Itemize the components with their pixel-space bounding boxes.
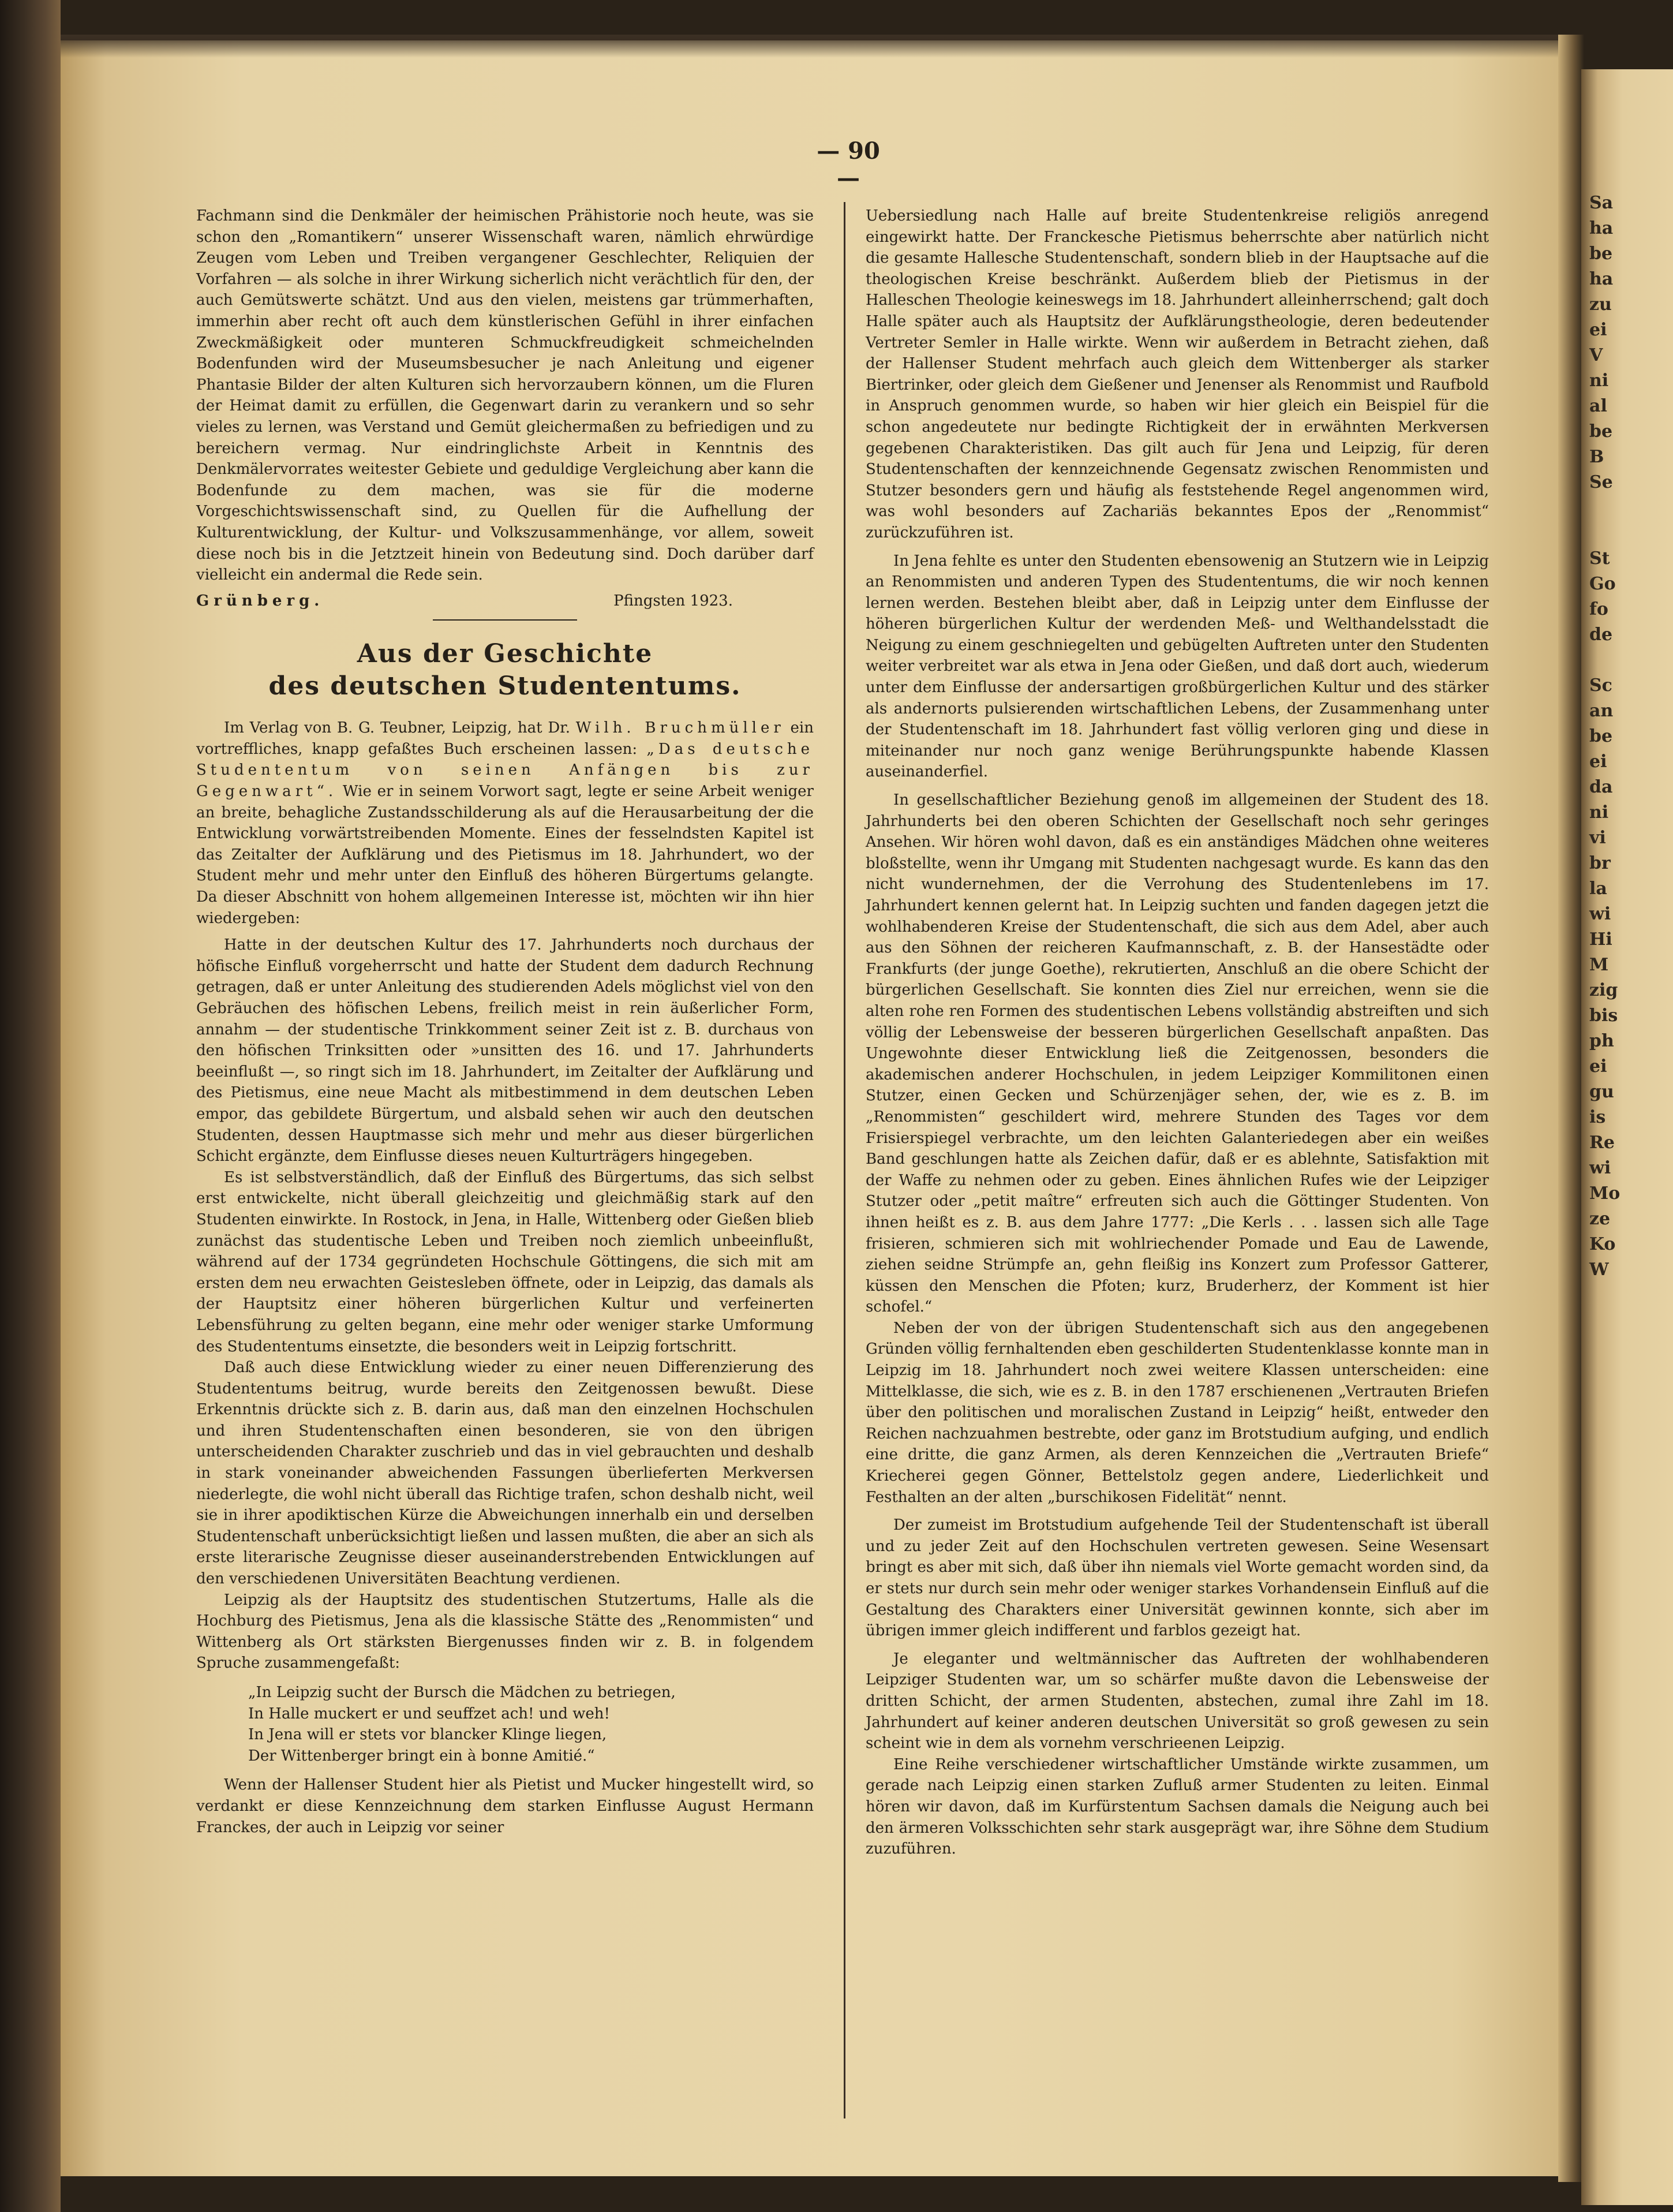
right-paragraph-2: In Jena fehlte es unter den Studenten ebensowenig an Stutzern wie in Leipzig an Renommisten und anderen Typen des Studententums, die wir noch kennen lernen werden. Bestehen bleibt aber, daß in Leipzig unter dem Einflusse der höheren bürgerlichen Kultur der werdenden Meß- und Welthandelsstadt die Neigung zu einem geschniegelten und gebügelten Auftreten unter den Studenten weiter verbreitet war als etwa in Jena oder Gießen, und daß dort auch, wiederum unter dem Einflusse der andersartigen großbürgerlichen Kultur und des stärker als andernorts pulsierenden wirtschaftlichen Lebens, der Zusammenhang unter der Studentenschaft im 18. Jahrhundert fast völlig verloren ging und diese in miteinander nur noch ganz wenige Berührungspunkte habende Klassen auseinanderfiel.	[866, 552, 1489, 781]
article-paragraph-1: Hatte in der deutschen Kultur des 17. Jahrhunderts noch durchaus der höfische Einfluß vorgeherrscht und hatte der Student dem dadurch Rechnung getragen, daß er unter Anleitung des studierenden Adels möglichst viel von den Gebräuchen des höfischen Lebens, freilich meist in rein äußerlicher Form, annahm — der studentische Trinkkomment seiner Zeit ist z. B. durchaus von den höfischen Trinksitten oder »unsitten des 16. und 17. Jahrhunderts beeinflußt —, so ringt sich im 18. Jahrhundert, im Zeitalter der Aufklärung und des Pietismus, eine neue Macht als mitbestimmend in dem deutschen Leben empor, das gebildete Bürgertum, und alsbald sehen wir auch den deutschen Studenten, dessen Hauptmasse sich mehr und mehr aus dieser bürgerlichen Schicht ergänzte, dem Einflusse dieses neuen Kulturträgers hingegeben.	[196, 936, 814, 1165]
section-rule	[433, 619, 577, 621]
verse-line-3: In Jena will er stets vor blancker Klinge liegen,	[248, 1726, 607, 1744]
page-gutter-edge	[1558, 35, 1584, 2182]
page-number: — 90 —	[817, 137, 880, 192]
right-column	[866, 205, 1489, 1860]
verse-line-2: In Halle muckert er und seuffzet ach! und weh!	[248, 1705, 610, 1722]
article-title-line-2: des deutschen Studententums.	[268, 671, 742, 701]
lead-book-title: „Das deutsche Studententum von seinen Anfängen bis zur Gegenwart“.	[196, 740, 814, 801]
adjacent-page	[1581, 69, 1673, 2205]
top-shadow	[61, 35, 1573, 58]
article-paragraph-3: Daß auch diese Entwicklung wieder zu einer neuen Differenzierung des Studententums beitrug, wurde bereits den Zeitgenossen bewußt. Diese Erkenntnis drückte sich z. B. darin aus, daß man den einzelnen Hochschulen und ihren Studentenschaften einen besonderen, sie von den übrigen unterscheidenden Charakter zuschrieb und das in viel gebrauchten und deshalb in stark voneinander abweichenden Fassungen überlieferten Merkversen niederlegte, die wohl nicht überall das Richtige trafen, schon deshalb nicht, weil sie in ihrer apodiktischen Kürze die Abweichungen innerhalb ein und derselben Studentenschaft unberücksichtigt ließen und lassen mußten, die aber an sich als erste literarische Zeugnisse dieser auseinanderstrebenden Entwicklungen auf den verschiedenen Universitäten Beachtung verdienen.	[196, 1359, 814, 1588]
lead-part-3: Wie er in seinem Vorwort sagt, legte er seine Arbeit weniger an breite, behagliche Zustandsschilderung als auf die Herausarbeitung der die Entwicklung vorwärtstreibenden Momente. Eines der fesselndsten Kapitel ist das Zeitalter der Aufklärung und des Pietismus im 18. Jahrhundert, wo der Student mehr und mehr unter den Einfluß des höheren Bürgertums gelangte. Da dieser Abschnitt von hohem allgemeinen Interesse ist, möchten wir ihn hier wiedergeben:	[196, 783, 814, 927]
right-paragraph-6: Je eleganter und weltmännischer das Auftreten der wohlhabenderen Leipziger Studenten war, um so schärfer mußte davon die Lebensweise der dritten Schicht, der armen Studenten, abstechen, zumal ihre Zahl im 18. Jahrhundert auf keiner anderen deutschen Universität so groß gewesen zu sein scheint wie in dem als vornehm verschrieenen Leipzig.	[866, 1650, 1489, 1753]
article-paragraph-5: Wenn der Hallenser Student hier als Pietist und Mucker hingestellt wird, so verdankt er diese Kennzeichnung dem starken Einflusse August Hermann Franckes, der auch in Leipzig vor seiner	[196, 1776, 814, 1836]
book-binding	[0, 0, 61, 2212]
signature-row	[196, 591, 814, 612]
left-column	[196, 205, 814, 1838]
lead-part-1: Im Verlag von B. G. Teubner, Leipzig, hat Dr.	[224, 719, 570, 737]
article-paragraph-4: Leipzig als der Hauptsitz des studentischen Stutzertums, Halle als die Hochburg des Pietismus, Jena als die klassische Stätte des „Renommisten“ und Wittenberg als Ort stärksten Biergenusses finden wir z. B. in folgendem Spruche zusammengefaßt:	[196, 1591, 814, 1672]
intro-paragraph: Fachmann sind die Denkmäler der heimischen Prähistorie noch heute, was sie schon den „Romantikern“ unserer Wissenschaft waren, nämlich ehrwürdige Zeugen vom Leben und Treiben vergangener Geschlechter, Reliquien der Vorfahren — als solche in ihrer Wirkung sicherlich nicht verächtlich für den, der auch Gemütswerte schätzt. Und aus den vielen, meistens gar trümmerhaften, immerhin aber recht oft auch dem künstlerischen Gefühl in ihrer einfachen Zweckmäßigkeit oder munteren Schmuckfreudigkeit schmeichelnden Bodenfunden wird der Museumsbesucher je nach Anleitung und eigener Phantasie Bilder der alten Kulturen sich hervorzaubern können, um die Fluren der Heimat damit zu erfüllen, die Gegenwart darin zu verankern und so sehr vieles zu lernen, was Verstand und Gemüt gleichermaßen zu befriedigen und zu bereichern vermag. Nur eindringlichste Arbeit in Kenntnis des Denkmälervorrates weitester Gebiete und geduldige Vergleichung aber kann die Bodenfunde zu dem machen, was sie für die moderne Vorgeschichtswissenschaft sind, zu Quellen für die Aufhellung der Kulturentwicklung, der Kultur- und Volkszusammenhänge, vor allem, soweit diese noch bis in die Jetztzeit hinein von Bedeutung sind. Doch darüber darf vielleicht ein andermal die Rede sein.	[196, 207, 814, 584]
signature-place: Grünberg.	[196, 592, 324, 610]
lead-paragraph	[196, 718, 814, 929]
signature-date: Pfingsten 1923.	[613, 592, 733, 610]
right-paragraph-3: In gesellschaftlicher Beziehung genoß im allgemeinen der Student des 18. Jahrhunderts bei den oberen Schichten der Gesellschaft noch sehr geringes Ansehen. Wir hören wohl davon, daß es ein anständiges Mädchen ohne weiteres bloßstellte, wenn ihr Umgang mit Studenten nachgesagt wurde. Es kann das den nicht wundernehmen, der die Verrohung des Studentenlebens im 17. Jahrhundert kennen gelernt hat. In Leipzig suchten und fanden dagegen jetzt die wohlhabenderen Kreise der Studentenschaft, die sich aus dem Adel, aber auch aus den Söhnen der reicheren Kaufmannschaft, z. B. der Hansestädte oder Frankfurts (der junge Goethe), rekrutierten, Anschluß an die obere Schicht der bürgerlichen Gesellschaft. Sie konnten dies Ziel nur erreichen, wenn sie die alten rohe ren Formen des studentischen Lebens vollständig abstreiften und sich völlig der Lebensweise der besseren bürgerlichen Gesellschaft anpaßten. Das Ungewohnte dieser Entwicklung ließ die Zeitgenossen, besonders die akademischen anderer Hochschulen, in jedem Leipziger Kommilitonen einen Stutzer, einen Gecken und Schürzenjäger sehen, der, wie es z. B. im „Renommisten“ geschildert wird, mehrere Stunden des Tages vor dem Frisierspiegel verbrachte, um den leichten Galanteriedegen aber ein weißes Band geschlungen hatte als Zeichen dafür, daß er es ablehnte, Satisfaktion mit der Waffe zu nehmen oder zu geben. Eines ähnlichen Rufes wie der Leipziger Stutzer oder „petit maître“ erfreuten sich auch die Göttinger Studenten. Von ihnen heißt es z. B. aus dem Jahre 1777: „Die Kerls . . . lassen sich alle Tage frisieren, schmieren sich mit wohlriechender Pomade und Eau de Lawende, ziehen seidne Strümpfe an, gehn fleißig ins Konzert zum Professor Gatterer, küssen den Menschen die Pfoten; kurz, Bruderherz, der Komment ist hier schofel.“	[866, 791, 1489, 1316]
verse-quote	[248, 1682, 814, 1766]
right-paragraph-1: Uebersiedlung nach Halle auf breite Studentenkreise religiös anregend eingewirkt hatte. Der Franckesche Pietismus beherrschte aber natürlich nicht die gesamte Hallesche Studentenschaft, sondern blieb in der Hauptsache auf die theologischen Kreise beschränkt. Außerdem blieb der Pietismus in der Halleschen Theologie keineswegs im 18. Jahrhundert alleinherrschend; galt doch Halle später auch als Hauptsitz der Aufklärungstheologie, deren bedeutender Vertreter Semler in Halle wirkte. Wenn wir außerdem in Betracht ziehen, daß der Hallenser Student mehrfach auch gleich dem Wittenberger als starker Biertrinker, oder gleich dem Gießener und Jenenser als Renommist und Raufbold in Anspruch genommen wurde, so haben wir hier gleich ein Beispiel für die schon angedeutete nur bedingte Richtigkeit der in erwähnten Merkversen gegebenen Charakteristiken. Das gilt auch für Jena und Leipzig, für deren Studentenschaften der kennzeichnende Gegensatz zwischen Renommisten und Stutzer besonders gern und häufig als feststehende Regel angenommen wird, was wohl besonders auf Zachariäs bekanntes Epos der „Renommist“ zurückzuführen ist.	[866, 207, 1489, 541]
column-divider	[844, 202, 845, 2118]
lead-author: Wilh. Bruchmüller	[575, 719, 785, 737]
lead-part-2: ein vortreffliches, knapp gefaßtes Buch erscheinen lassen:	[196, 719, 814, 758]
article-title-line-1: Aus der Geschichte	[357, 639, 653, 669]
adjacent-page-fragments: Sa ha be ha zu ei V ni al be B Se St Go fo de Sc an be ei da ni vi br la wi Hi M zig bis ph ei gu is Re wi Mo ze Ko W	[1589, 193, 1620, 1280]
verse-line-1: „In Leipzig sucht der Bursch die Mädchen zu betriegen,	[248, 1684, 676, 1701]
verse-line-4: Der Wittenberger bringt ein à bonne Amitié.“	[248, 1747, 595, 1765]
article-paragraph-2: Es ist selbstverständlich, daß der Einfluß des Bürgertums, das sich selbst erst entwickelte, nicht überall gleichzeitig und gleichmäßig stark auf den Studenten einwirkte. In Rostock, in Jena, in Halle, Wittenberg oder Gießen blieb zunächst das studentische Leben und Treiben noch ziemlich unbeeinflußt, während auf der 1734 gegründeten Hochschule Göttingens, die sich mit am ersten dem neu erwachten Geistesleben öffnete, oder in Leipzig, das damals als der Hauptsitz einer höheren bürgerlichen Kultur und verfeinerten Lebensführung zu gelten begann, eine mehr oder weniger starke Umformung des Studententums einsetzte, die besonders weit in Leipzig fortschritt.	[196, 1168, 814, 1355]
right-paragraph-5: Der zumeist im Brotstudium aufgehende Teil der Studentenschaft ist überall und zu jeder Zeit auf den Hochschulen vertreten gewesen. Seine Wesensart bringt es aber mit sich, daß über ihn niemals viel Worte gemacht worden sind, da er stets nur durch sein mehr oder weniger starkes Vorhandensein Einfluß auf die Gestaltung des Charakters einer Universität gewinnen konnte, sich aber im übrigen immer gleich indifferent und farblos gezeigt hat.	[866, 1516, 1489, 1640]
article-title	[196, 638, 814, 703]
right-paragraph-4: Neben der von der übrigen Studentenschaft sich aus den angegebenen Gründen völlig fernhaltenden eben geschilderten Studentenklasse konnte man in Leipzig im 18. Jahrhundert noch zwei weitere Klassen unterscheiden: eine Mittelklasse, die sich, wie es z. B. in den 1787 erschienenen „Vertrauten Briefen über den politischen und moralischen Zustand in Leipzig“ heißt, entweder den Reichen nachzuahmen bestrebte, oder ganz im Brotstudium aufging, und endlich eine dritte, die ganz Armen, als deren Kennzeichen die „Vertrauten Briefe“ Kriecherei gegen Gönner, Bettelstolz gegen andere, Liederlichkeit und Festhalten an der alten „burschikosen Fidelität“ nennt.	[866, 1319, 1489, 1506]
right-paragraph-7: Eine Reihe verschiedener wirtschaftlicher Umstände wirkte zusammen, um gerade nach Leipzig einen starken Zufluß armer Studenten zu leiten. Einmal hören wir davon, daß im Kurfürstentum Sachsen damals die Neigung auch bei den ärmeren Volksschichten sehr stark ausgeprägt war, ihre Söhne dem Studium zuzuführen.	[866, 1755, 1489, 1858]
